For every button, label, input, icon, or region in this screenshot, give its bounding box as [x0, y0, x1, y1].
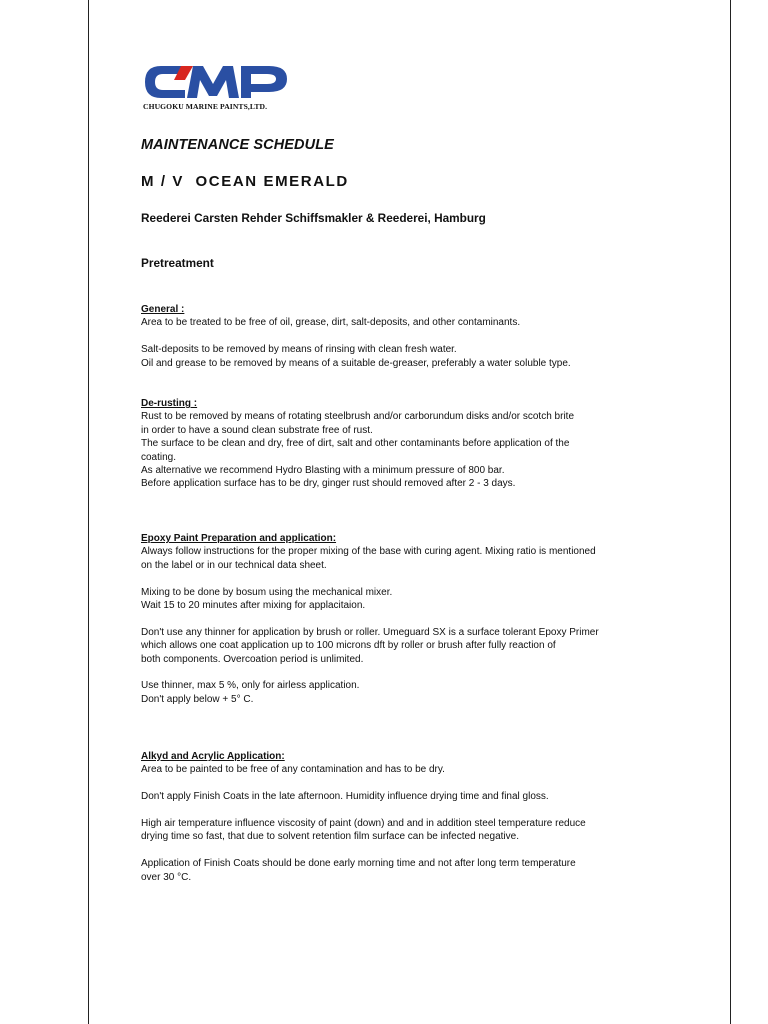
company-logo [141, 60, 291, 115]
company-name: CHUGOKU MARINE PAINTS,LTD. [143, 102, 268, 111]
document-page [88, 0, 731, 1024]
cmp-logo-mark [141, 60, 291, 104]
alkyd-paragraph-4: Application of Finish Coats should be done early morning time and not after long term temperature over 30 °C. [141, 858, 576, 883]
section-heading-pretreatment: Pretreatment [141, 256, 214, 270]
epoxy-paragraph-2: Mixing to be done by bosum using the mechanical mixer. Wait 15 to 20 minutes after mixing for applacitaion. [141, 586, 393, 612]
epoxy-paragraph-4: Use thinner, max 5 %, only for airless application. Don't apply below + 5° C. [141, 680, 360, 705]
document-title: MAINTENANCE SCHEDULE [141, 137, 334, 153]
general-paragraph-1: Area to be treated to be free of oil, grease, dirt, salt-deposits, and other contaminants. [141, 317, 521, 329]
section-epoxy [141, 532, 661, 706]
vessel-name: M / V OCEAN EMERALD [141, 173, 349, 190]
general-paragraph-2: Salt-deposits to be removed by means of rinsing with clean fresh water. Oil and grease to be removed by means of a suitable de-greaser, preferably a water soluble type. [141, 344, 571, 369]
epoxy-heading: Epoxy Paint Preparation and application: [141, 533, 337, 544]
section-derusting [141, 397, 661, 491]
section-general [141, 303, 661, 370]
alkyd-paragraph-2: Don't apply Finish Coats in the late afternoon. Humidity influence drying time and final gloss. [141, 791, 549, 803]
owner-line: Reederei Carsten Rehder Schiffsmakler & Reederei, Hamburg [141, 211, 486, 225]
derusting-paragraph-1: Rust to be removed by means of rotating steelbrush and/or carborundum disks and/or scotch brite in order to have a sound clean substrate free of rust. The surface to be clean and dry, free of dirt, salt and other contaminants before application of the coating. As alternative we recommend Hydro Blasting with a minimum pressure of 800 bar. Before application surface has to be dry, ginger rust should removed after 2 - 3 days. [141, 411, 575, 490]
epoxy-paragraph-3: Don't use any thinner for application by brush or roller. Umeguard SX is a surface tolerant Epoxy Primer which allows one coat application up to 100 microns dft by roller or brush after fully reaction of both components. Overcoation period is unlimited. [141, 626, 599, 665]
epoxy-paragraph-1: Always follow instructions for the proper mixing of the base with curing agent. Mixing ratio is mentioned on the label or in our technical data sheet. [141, 546, 596, 571]
alkyd-paragraph-3: High air temperature influence viscosity of paint (down) and and in addition steel temperature reduce drying time so fast, that due to solvent retention film surface can be infected negative. [141, 818, 586, 843]
derusting-heading: De-rusting : [141, 398, 198, 409]
alkyd-heading: Alkyd and Acrylic Application: [141, 751, 285, 762]
general-heading: General : [141, 304, 185, 315]
alkyd-paragraph-1: Area to be painted to be free of any contamination and has to be dry. [141, 764, 445, 776]
section-alkyd [141, 750, 661, 884]
document-content [141, 60, 661, 883]
